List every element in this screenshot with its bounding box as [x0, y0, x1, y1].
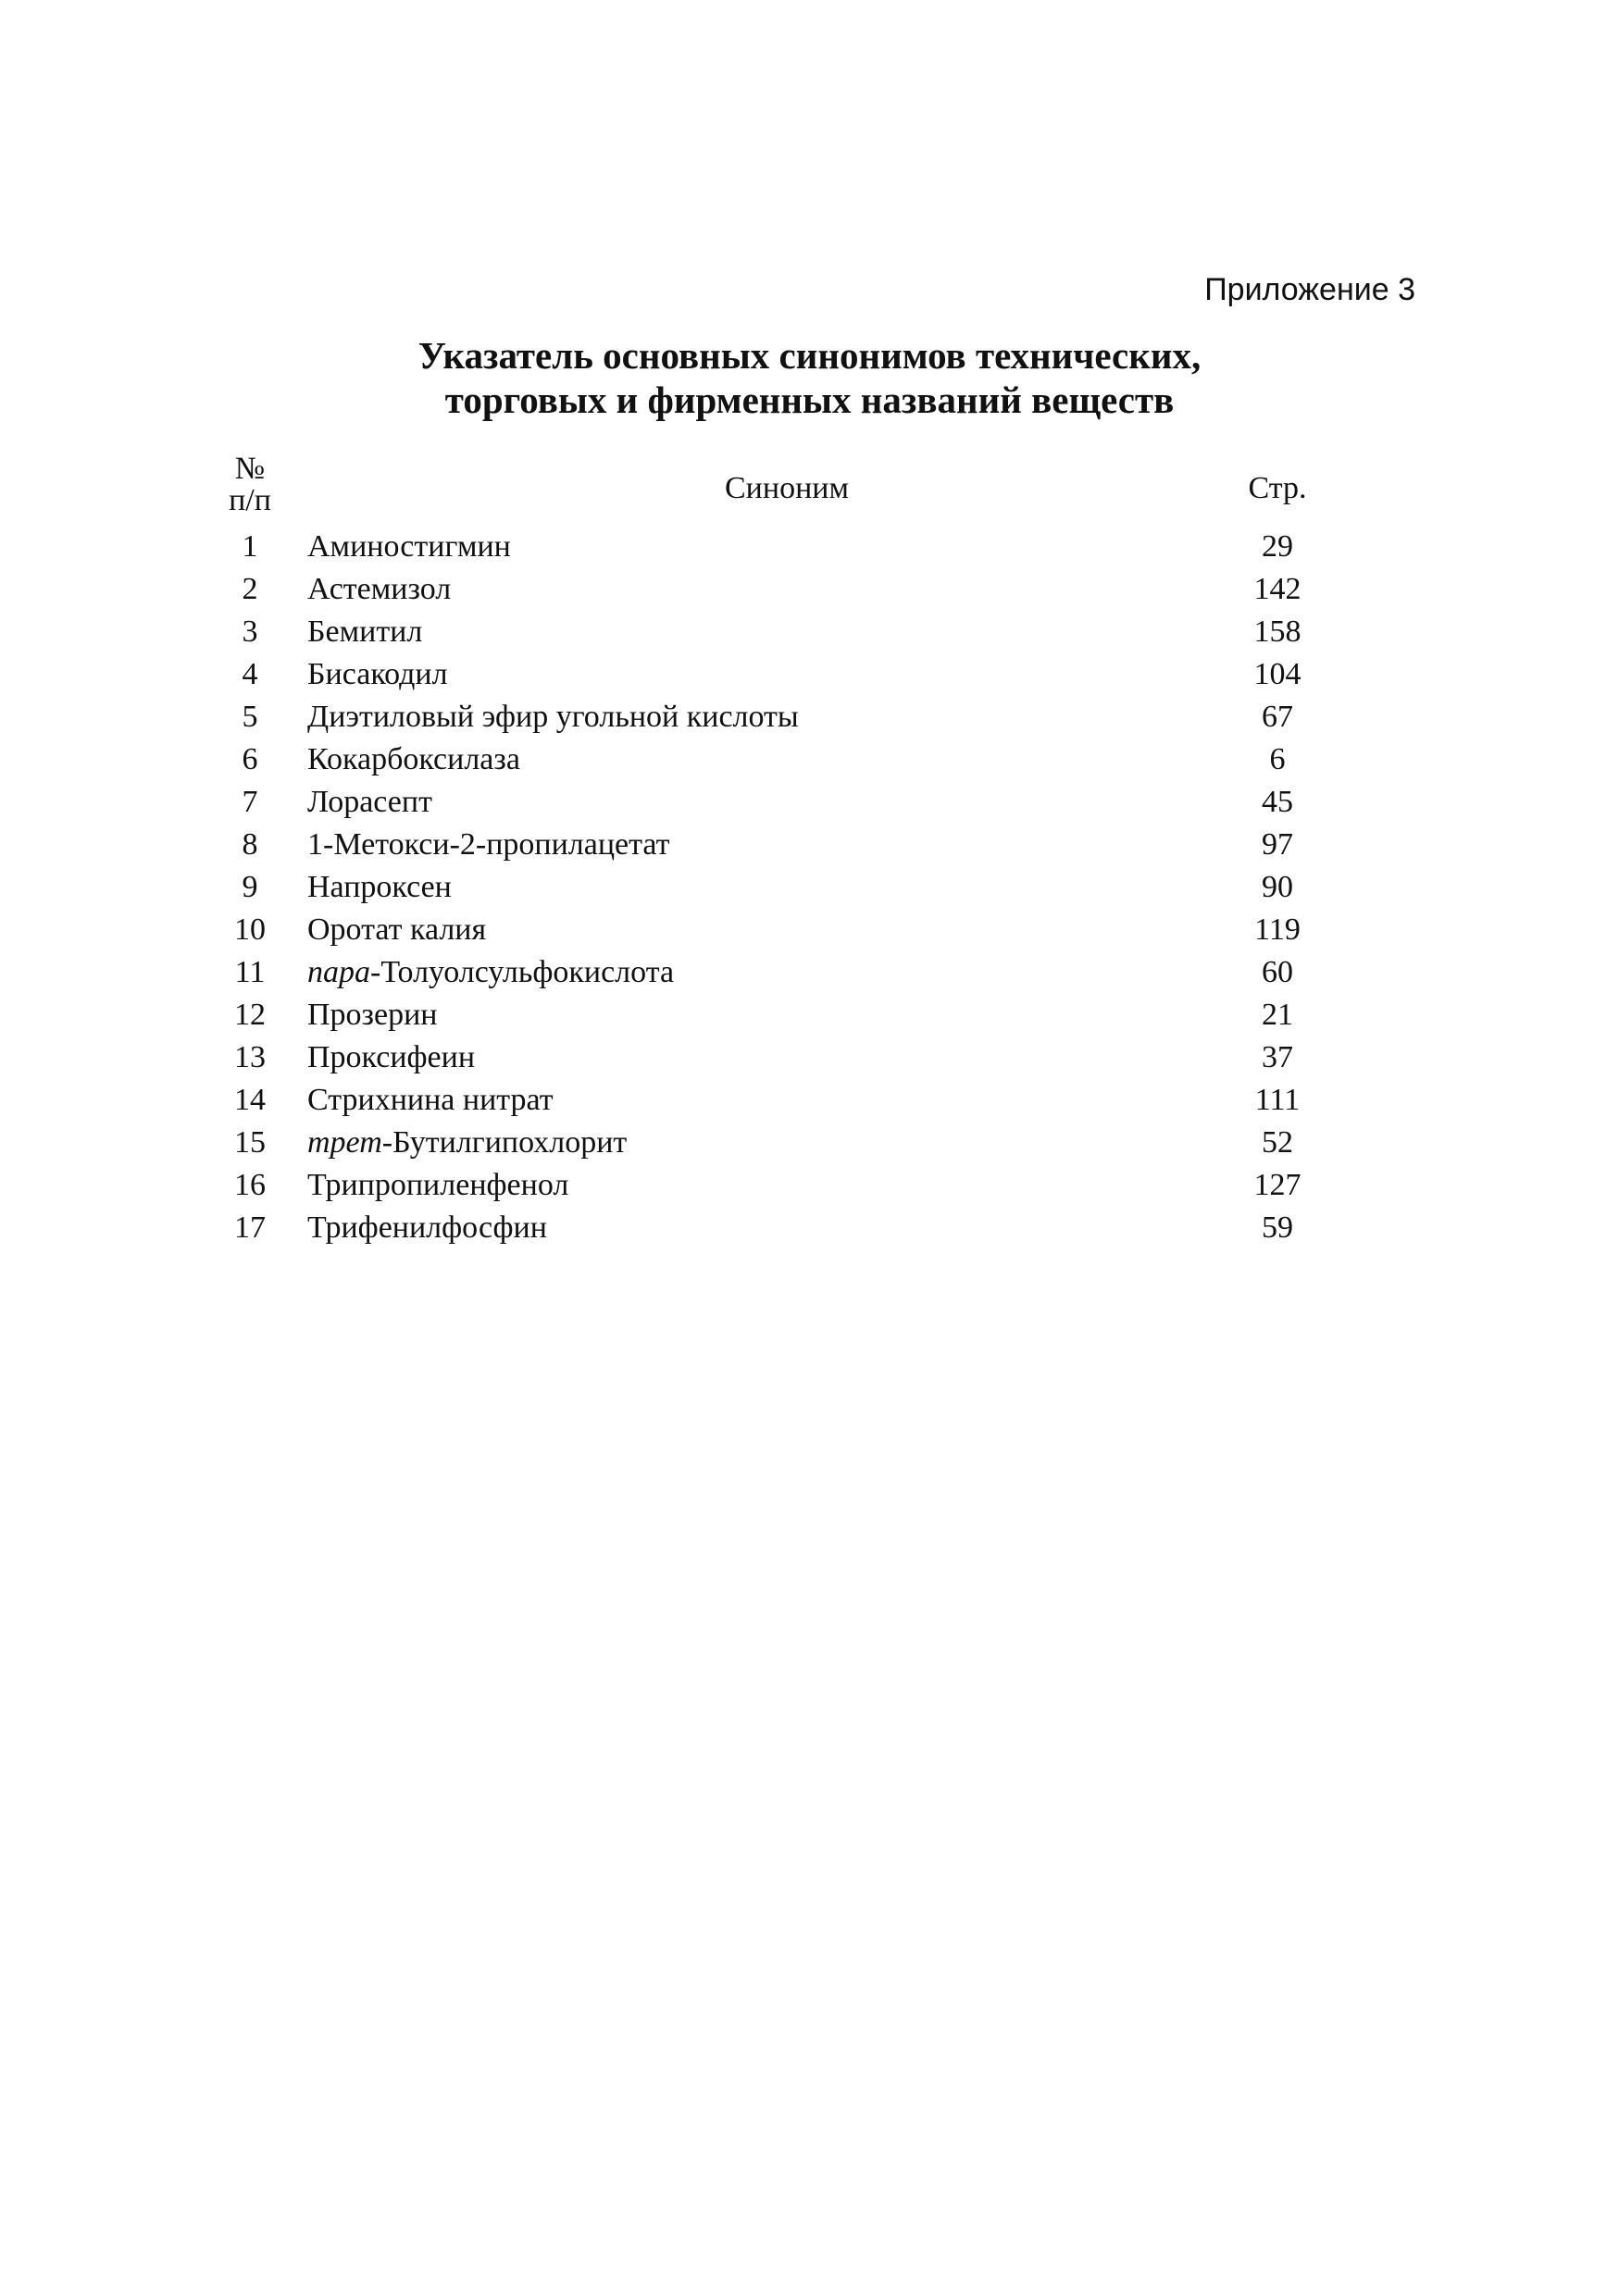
table-row — [204, 526, 1342, 568]
row-page: 37 — [1262, 1040, 1293, 1074]
row-synonym — [307, 994, 437, 1036]
synonym-name: Кокарбоксилаза — [307, 742, 520, 776]
row-synonym — [307, 781, 432, 824]
synonym-name: Диэтиловый эфир угольной кислоты — [307, 700, 799, 734]
row-number: 10 — [234, 912, 266, 947]
row-number: 15 — [234, 1125, 266, 1160]
row-page: 45 — [1262, 785, 1293, 819]
row-page: 90 — [1262, 870, 1293, 904]
row-number: 11 — [234, 955, 266, 989]
row-number: 12 — [234, 998, 266, 1032]
header-page: Стр. — [1248, 471, 1307, 505]
row-page: 52 — [1262, 1125, 1293, 1160]
table-row — [204, 696, 1342, 738]
table-row — [204, 568, 1342, 611]
synonym-prefix: пара — [307, 955, 370, 989]
table-row — [204, 1122, 1342, 1164]
table-row — [204, 653, 1342, 696]
row-number: 2 — [242, 572, 258, 606]
synonym-name: Аминостигмин — [307, 529, 511, 564]
row-synonym — [307, 568, 451, 611]
table-row — [204, 1079, 1342, 1122]
row-page: 111 — [1254, 1083, 1301, 1117]
table-row — [204, 738, 1342, 781]
synonym-name: Астемизол — [307, 572, 452, 606]
page-title-line-2: торговых и фирменных названий веществ — [444, 379, 1175, 421]
row-number: 6 — [242, 742, 258, 776]
row-number: 13 — [234, 1040, 266, 1074]
table-row — [204, 1036, 1342, 1079]
row-synonym — [307, 526, 511, 568]
table-row — [204, 1207, 1342, 1249]
synonym-name: Оротат калия — [307, 912, 487, 947]
row-synonym — [307, 951, 674, 994]
row-page: 59 — [1262, 1210, 1293, 1245]
row-number: 3 — [242, 614, 258, 649]
row-number: 5 — [242, 700, 258, 734]
row-page: 60 — [1262, 955, 1293, 989]
header-number-sign: № — [234, 452, 266, 486]
row-synonym — [307, 909, 486, 951]
synonym-name: Проксифеин — [307, 1040, 476, 1074]
synonym-name: Лорасепт — [307, 785, 432, 819]
table-row — [204, 951, 1342, 994]
synonym-name: -Бутилгипохлорит — [381, 1125, 628, 1160]
row-synonym — [307, 1079, 554, 1122]
row-synonym — [307, 738, 520, 781]
row-synonym — [307, 1036, 475, 1079]
synonym-name: Трифенилфосфин — [307, 1210, 547, 1245]
row-page: 6 — [1269, 742, 1286, 776]
appendix-label: Приложение 3 — [1204, 272, 1415, 307]
row-synonym — [307, 653, 448, 696]
row-number: 9 — [242, 870, 258, 904]
row-synonym — [307, 866, 452, 909]
synonym-name: Бисакодил — [307, 657, 448, 691]
table-row — [204, 909, 1342, 951]
table-body — [204, 526, 1342, 1249]
header-number — [204, 453, 296, 516]
synonym-name: 1-Метокси-2-пропилацетат — [307, 827, 670, 862]
row-page: 104 — [1253, 657, 1301, 691]
row-number: 17 — [234, 1210, 266, 1245]
synonym-name: Прозерин — [307, 998, 438, 1032]
row-synonym — [307, 824, 669, 866]
table-row — [204, 994, 1342, 1036]
row-page: 67 — [1262, 700, 1293, 734]
row-synonym — [307, 1207, 547, 1249]
table-row — [204, 1164, 1342, 1207]
row-number: 16 — [234, 1168, 266, 1202]
row-synonym — [307, 1122, 627, 1164]
table-header — [204, 453, 1342, 526]
row-page: 21 — [1262, 998, 1293, 1032]
synonym-name: Бемитил — [307, 614, 423, 649]
row-page: 119 — [1254, 912, 1301, 947]
row-number: 8 — [242, 827, 258, 862]
row-page: 158 — [1253, 614, 1301, 649]
row-number: 4 — [242, 657, 258, 691]
header-number-abbrev: п/п — [229, 483, 271, 517]
row-number: 14 — [234, 1083, 266, 1117]
table-row — [204, 824, 1342, 866]
table-row — [204, 781, 1342, 824]
synonym-name: Стрихнина нитрат — [307, 1083, 554, 1117]
row-synonym — [307, 696, 799, 738]
row-number: 1 — [242, 529, 258, 564]
row-page: 142 — [1253, 572, 1301, 606]
row-synonym — [307, 1164, 568, 1207]
table-row — [204, 611, 1342, 653]
row-page: 127 — [1253, 1168, 1301, 1202]
row-number: 7 — [242, 785, 258, 819]
page-title — [0, 333, 1619, 422]
row-page: 29 — [1262, 529, 1293, 564]
header-synonym: Синоним — [725, 471, 849, 505]
row-page: 97 — [1262, 827, 1293, 862]
table-row — [204, 866, 1342, 909]
synonym-name: Трипропиленфенол — [307, 1168, 569, 1202]
synonym-index-table — [204, 452, 1342, 1245]
row-synonym — [307, 611, 422, 653]
synonym-name: Напроксен — [307, 870, 452, 904]
synonym-prefix: трет — [307, 1125, 382, 1160]
page-title-line-1: Указатель основных синонимов технических, — [417, 334, 1202, 377]
synonym-name: -Толуолсульфокислота — [370, 955, 675, 989]
